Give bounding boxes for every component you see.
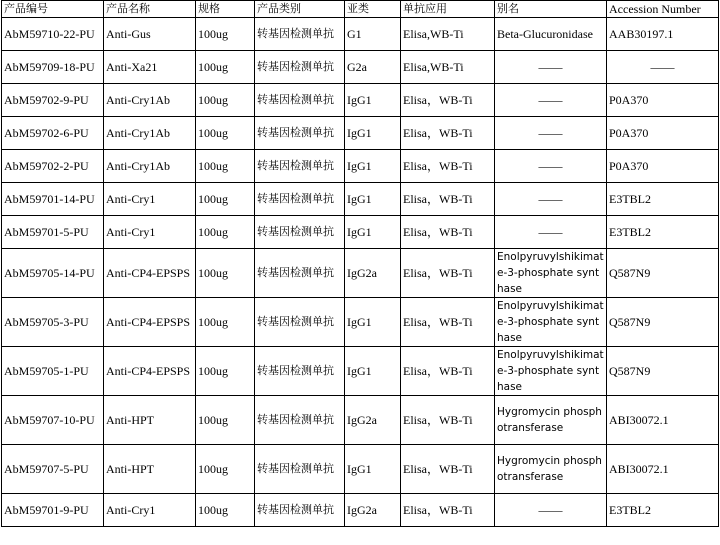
cell-size: 100ug [196, 51, 255, 84]
cell-code: AbM59702-2-PU [2, 150, 104, 183]
cell-name: Anti-HPT [104, 445, 196, 494]
cell-name: Anti-CP4-EPSPS [104, 347, 196, 396]
cell-alias: Hygromycin phosphotransferase [495, 396, 607, 445]
cell-code: AbM59701-5-PU [2, 216, 104, 249]
cell-application: Elisa，WB-Ti [401, 445, 495, 494]
cell-name: Anti-Cry1Ab [104, 84, 196, 117]
cell-category: 转基因检测单抗 [255, 347, 345, 396]
cell-accession: Q587N9 [607, 347, 719, 396]
header-name: 产品名称 [104, 1, 196, 18]
cell-accession: Q587N9 [607, 249, 719, 298]
cell-code: AbM59701-14-PU [2, 183, 104, 216]
header-category: 产品类别 [255, 1, 345, 18]
cell-size: 100ug [196, 445, 255, 494]
cell-code: AbM59709-18-PU [2, 51, 104, 84]
cell-application: Elisa，WB-Ti [401, 298, 495, 347]
cell-subclass: IgG2a [345, 396, 401, 445]
cell-name: Anti-Cry1Ab [104, 117, 196, 150]
cell-alias: —— [495, 183, 607, 216]
cell-application: Elisa，WB-Ti [401, 494, 495, 527]
cell-accession: P0A370 [607, 117, 719, 150]
cell-alias: —— [495, 216, 607, 249]
cell-accession: P0A370 [607, 84, 719, 117]
table-row [2, 150, 719, 183]
cell-size: 100ug [196, 396, 255, 445]
cell-size: 100ug [196, 249, 255, 298]
cell-name: Anti-Cry1 [104, 183, 196, 216]
table-row [2, 84, 719, 117]
cell-size: 100ug [196, 84, 255, 117]
table-row [2, 183, 719, 216]
cell-subclass: G2a [345, 51, 401, 84]
header-code: 产品编号 [2, 1, 104, 18]
cell-name: Anti-CP4-EPSPS [104, 298, 196, 347]
cell-code: AbM59705-3-PU [2, 298, 104, 347]
cell-alias: —— [495, 150, 607, 183]
cell-application: Elisa，WB-Ti [401, 396, 495, 445]
cell-alias: —— [495, 494, 607, 527]
table-row [2, 216, 719, 249]
cell-subclass: IgG1 [345, 84, 401, 117]
cell-subclass: IgG1 [345, 445, 401, 494]
cell-size: 100ug [196, 183, 255, 216]
cell-category: 转基因检测单抗 [255, 216, 345, 249]
cell-accession: AAB30197.1 [607, 18, 719, 51]
table-row [2, 347, 719, 396]
cell-subclass: IgG2a [345, 494, 401, 527]
header-alias: 别名 [495, 1, 607, 18]
cell-subclass: IgG1 [345, 216, 401, 249]
cell-accession: E3TBL2 [607, 216, 719, 249]
cell-name: Anti-Cry1 [104, 216, 196, 249]
table-row [2, 445, 719, 494]
header-size: 规格 [196, 1, 255, 18]
cell-code: AbM59710-22-PU [2, 18, 104, 51]
header-accession: Accession Number [607, 1, 719, 18]
cell-code: AbM59702-6-PU [2, 117, 104, 150]
product-table [1, 0, 719, 527]
cell-application: Elisa，WB-Ti [401, 150, 495, 183]
table-row [2, 494, 719, 527]
cell-accession: —— [607, 51, 719, 84]
cell-subclass: IgG1 [345, 183, 401, 216]
cell-name: Anti-CP4-EPSPS [104, 249, 196, 298]
cell-size: 100ug [196, 18, 255, 51]
cell-accession: P0A370 [607, 150, 719, 183]
cell-alias: —— [495, 84, 607, 117]
cell-alias: Beta-Glucuronidase [495, 18, 607, 51]
header-row [2, 1, 719, 18]
cell-category: 转基因检测单抗 [255, 150, 345, 183]
cell-subclass: IgG1 [345, 298, 401, 347]
cell-accession: ABI30072.1 [607, 445, 719, 494]
cell-name: Anti-HPT [104, 396, 196, 445]
table-row [2, 51, 719, 84]
cell-category: 转基因检测单抗 [255, 117, 345, 150]
cell-accession: E3TBL2 [607, 183, 719, 216]
cell-code: AbM59707-10-PU [2, 396, 104, 445]
cell-application: Elisa，WB-Ti [401, 249, 495, 298]
cell-code: AbM59705-1-PU [2, 347, 104, 396]
cell-code: AbM59705-14-PU [2, 249, 104, 298]
cell-category: 转基因检测单抗 [255, 494, 345, 527]
cell-size: 100ug [196, 216, 255, 249]
table-row [2, 18, 719, 51]
table-row [2, 249, 719, 298]
cell-subclass: IgG1 [345, 117, 401, 150]
cell-alias: —— [495, 51, 607, 84]
cell-name: Anti-Xa21 [104, 51, 196, 84]
cell-name: Anti-Gus [104, 18, 196, 51]
cell-alias: Enolpyruvylshikimate-3-phosphate synthase [495, 298, 607, 347]
cell-category: 转基因检测单抗 [255, 298, 345, 347]
cell-subclass: IgG2a [345, 249, 401, 298]
header-application: 单抗应用 [401, 1, 495, 18]
table-row [2, 396, 719, 445]
cell-application: Elisa,WB-Ti [401, 51, 495, 84]
table-row [2, 117, 719, 150]
cell-application: Elisa，WB-Ti [401, 216, 495, 249]
cell-application: Elisa,WB-Ti [401, 18, 495, 51]
header-subclass: 亚类 [345, 1, 401, 18]
cell-category: 转基因检测单抗 [255, 18, 345, 51]
cell-alias: Enolpyruvylshikimate-3-phosphate synthase [495, 249, 607, 298]
cell-category: 转基因检测单抗 [255, 249, 345, 298]
cell-accession: E3TBL2 [607, 494, 719, 527]
cell-code: AbM59702-9-PU [2, 84, 104, 117]
cell-size: 100ug [196, 117, 255, 150]
cell-subclass: IgG1 [345, 150, 401, 183]
cell-category: 转基因检测单抗 [255, 183, 345, 216]
cell-name: Anti-Cry1Ab [104, 150, 196, 183]
cell-category: 转基因检测单抗 [255, 84, 345, 117]
cell-alias: Hygromycin phosphotransferase [495, 445, 607, 494]
cell-accession: Q587N9 [607, 298, 719, 347]
cell-alias: —— [495, 117, 607, 150]
cell-accession: ABI30072.1 [607, 396, 719, 445]
cell-subclass: IgG1 [345, 347, 401, 396]
cell-subclass: G1 [345, 18, 401, 51]
table-row [2, 298, 719, 347]
cell-category: 转基因检测单抗 [255, 51, 345, 84]
cell-application: Elisa，WB-Ti [401, 183, 495, 216]
cell-size: 100ug [196, 494, 255, 527]
cell-size: 100ug [196, 298, 255, 347]
cell-application: Elisa，WB-Ti [401, 347, 495, 396]
cell-code: AbM59701-9-PU [2, 494, 104, 527]
cell-code: AbM59707-5-PU [2, 445, 104, 494]
cell-application: Elisa，WB-Ti [401, 84, 495, 117]
cell-size: 100ug [196, 347, 255, 396]
cell-alias: Enolpyruvylshikimate-3-phosphate synthase [495, 347, 607, 396]
cell-application: Elisa，WB-Ti [401, 117, 495, 150]
cell-size: 100ug [196, 150, 255, 183]
cell-category: 转基因检测单抗 [255, 396, 345, 445]
cell-name: Anti-Cry1 [104, 494, 196, 527]
cell-category: 转基因检测单抗 [255, 445, 345, 494]
